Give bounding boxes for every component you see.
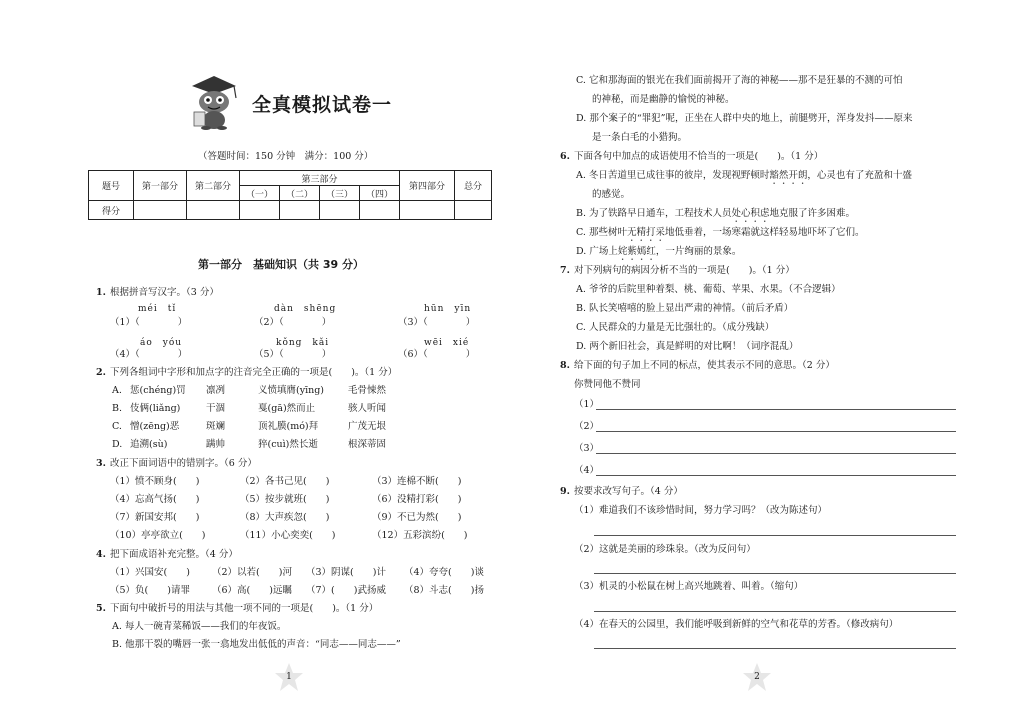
col-part1: 第一部分 <box>134 171 187 201</box>
option-word: 惩(chéng)罚 <box>130 385 186 396</box>
option-label: C. <box>112 421 122 432</box>
idiom-item[interactable]: （2）以若( )河 <box>212 567 292 578</box>
question-number: 3. <box>96 458 106 469</box>
pinyin: hūn yīn <box>424 304 472 314</box>
answer-line[interactable] <box>594 611 956 612</box>
option-word: 凛冽 <box>206 385 226 396</box>
question-text: 下面各句中加点的成语使用不恰当的一项是( )。（1 分） <box>574 151 824 162</box>
correction-item[interactable]: （7）新国安邦( ) <box>110 512 200 523</box>
idiom-item[interactable]: （3）阴谋( )计 <box>306 567 386 578</box>
score-cell[interactable] <box>134 201 187 220</box>
subcol-3: （三） <box>320 186 360 201</box>
correction-item[interactable]: （4）忘高气扬( ) <box>110 494 200 505</box>
option-a: A. 爷爷的后院里种着梨、桃、葡萄、苹果、水果。（不合逻辑） <box>576 284 841 295</box>
option-word: 顶礼膜(mó)拜 <box>258 421 319 432</box>
exam-title: 全真模拟试卷一 <box>252 94 393 116</box>
pinyin: kǒng kǎi <box>276 338 330 348</box>
question-number: 4. <box>96 549 106 560</box>
option-d-line2: 是一条白毛的小猎狗。 <box>592 132 688 143</box>
option-word: 追溯(sù) <box>130 439 168 450</box>
page-number: 1 <box>286 672 292 682</box>
answer-label: （4） <box>574 465 600 476</box>
idiom-item[interactable]: （4）夸夸( )谈 <box>404 567 484 578</box>
option-c-line1: C. 它和那海面的银光在我们面前揭开了海的神秘——那不是狂暴的不测的可怕 <box>576 75 903 86</box>
question-number: 9. <box>560 486 570 497</box>
score-cell[interactable] <box>240 201 280 220</box>
option-a-line2: 的感觉。 <box>592 189 631 200</box>
answer-line[interactable] <box>596 475 956 476</box>
option-label: B. <box>112 403 123 414</box>
answer-line[interactable] <box>594 573 956 574</box>
question-text: 下面句中破折号的用法与其他一项不同的一项是( )。（1 分） <box>110 603 379 614</box>
graduate-mascot-icon <box>188 72 240 130</box>
pinyin: dàn shēng <box>274 304 337 314</box>
answer-blank[interactable]: （6）（ ） <box>398 349 476 360</box>
rewrite-item: （2）这就是美丽的珍珠泉。（改为反问句） <box>574 544 756 555</box>
correction-item[interactable]: （12）五彩滨纷( ) <box>372 530 468 541</box>
option-d: D. 两个新旧社会，真是鲜明的对比啊！（词序混乱） <box>576 341 799 352</box>
pinyin: wēi xié <box>424 338 470 348</box>
option-word: 广茂无垠 <box>348 421 387 432</box>
answer-line[interactable] <box>594 648 956 649</box>
exam-subtitle: （答题时间：150 分钟 满分：100 分） <box>198 151 374 162</box>
col-part2: 第二部分 <box>187 171 240 201</box>
question-number: 2. <box>96 367 106 378</box>
page-right <box>512 0 1024 725</box>
answer-blank[interactable]: （2）（ ） <box>254 317 332 328</box>
score-cell[interactable] <box>187 201 240 220</box>
subcol-1: （一） <box>240 186 280 201</box>
rewrite-item: （1）难道我们不该珍惜时间，努力学习吗？（改为陈述句） <box>574 505 828 516</box>
col-part3: 第三部分 <box>240 171 400 186</box>
option-word: 憎(zēng)恶 <box>130 421 180 432</box>
question-text: 把下面成语补充完整。（4 分） <box>110 549 238 560</box>
correction-item[interactable]: （9）不已为然( ) <box>372 512 462 523</box>
correction-item[interactable]: （3）连棉不断( ) <box>372 476 462 487</box>
idiom-item[interactable]: （5）负( )请罪 <box>110 585 190 596</box>
idiom-item[interactable]: （6）高( )远瞩 <box>212 585 292 596</box>
option-c: C. 人民群众的力量是无比强壮的。（成分残缺） <box>576 322 775 333</box>
answer-blank[interactable]: （4）（ ） <box>110 349 188 360</box>
rewrite-item: （4）在春天的公园里，我们能呼吸到新鲜的空气和花草的芳香。（修改病句） <box>574 619 899 630</box>
correction-item[interactable]: （5）按步就班( ) <box>240 494 330 505</box>
option-word: 骇人听闻 <box>348 403 387 414</box>
question-text: 对下列病句的病因分析不当的一项是( )。（1 分） <box>574 265 795 276</box>
subcol-2: （二） <box>280 186 320 201</box>
page-number: 2 <box>754 672 760 682</box>
option-c: C. 那些树叶无精打采地低垂着，一场寒霜就这样轻易地吓坏了它们。 <box>576 227 865 238</box>
question-number: 1. <box>96 287 106 298</box>
answer-label: （2） <box>574 421 600 432</box>
question-text: 给下面的句子加上不同的标点，使其表示不同的意思。（2 分） <box>574 360 835 371</box>
answer-label: （3） <box>574 443 600 454</box>
option-b: B. 他那干裂的嘴唇一张一翕地发出低低的声音：“同志——同志——” <box>112 639 401 650</box>
option-word: 义愤填膺(yīng) <box>258 385 325 396</box>
correction-item[interactable]: （10）亭亭欲立( ) <box>110 530 206 541</box>
question-text: 改正下面词语中的错别字。（6 分） <box>110 458 257 469</box>
option-word: 斑斓 <box>206 421 226 432</box>
option-word: 毛骨悚然 <box>348 385 387 396</box>
question-number: 8. <box>560 360 570 371</box>
score-cell[interactable] <box>320 201 360 220</box>
question-text: 按要求改写句子。（4 分） <box>574 486 683 497</box>
score-cell[interactable] <box>455 201 492 220</box>
correction-item[interactable]: （11）小心奕奕( ) <box>240 530 336 541</box>
answer-blank[interactable]: （5）（ ） <box>254 349 332 360</box>
pinyin: méi tǐ <box>138 304 177 314</box>
question-number: 7. <box>560 265 570 276</box>
option-c-line2: 的神秘，而是幽静的愉悦的神秘。 <box>592 94 735 105</box>
correction-item[interactable]: （8）大声疾忽( ) <box>240 512 330 523</box>
option-word: 蹒帅 <box>206 439 226 450</box>
option-b: B. 为了铁路早日通车，工程技术人员处心积虑地克服了许多困难。 <box>576 208 856 219</box>
option-word: 伎俩(liǎng) <box>130 403 181 414</box>
answer-line[interactable] <box>596 453 956 454</box>
option-word: 戛(gā)然而止 <box>258 403 316 414</box>
answer-blank[interactable]: （1）（ ） <box>110 317 188 328</box>
answer-line[interactable] <box>596 409 956 410</box>
option-word: 猝(cuì)然长逝 <box>258 439 318 450</box>
score-cell[interactable] <box>360 201 400 220</box>
idiom-item[interactable]: （1）兴国安( ) <box>110 567 190 578</box>
question-text: 下列各组词中字形和加点字的注音完全正确的一项是( )。（1 分） <box>110 367 398 378</box>
option-a: A. 每人一碗青菜稀饭——我们的年夜饭。 <box>112 621 287 632</box>
score-table <box>88 170 492 220</box>
option-word: 干涸 <box>206 403 226 414</box>
score-cell[interactable] <box>280 201 320 220</box>
idiom-item[interactable]: （8）斗志( )扬 <box>404 585 484 596</box>
section-title: 第一部分 基础知识（共 39 分） <box>198 258 364 271</box>
correction-item[interactable]: （1）愤不顾身( ) <box>110 476 200 487</box>
option-word: 根深蒂固 <box>348 439 387 450</box>
rewrite-item: （3）机灵的小松鼠在树上高兴地跳着、叫着。（缩句） <box>574 581 804 592</box>
header-label: 题号 <box>89 171 134 201</box>
sentence: 你赞同他不赞同 <box>574 379 641 390</box>
question-number: 5. <box>96 603 106 614</box>
answer-label: （1） <box>574 399 600 410</box>
question-number: 6. <box>560 151 570 162</box>
pinyin: áo yóu <box>140 338 183 348</box>
correction-item[interactable]: （2）各书己见( ) <box>240 476 330 487</box>
col-total: 总分 <box>455 171 492 201</box>
col-part4: 第四部分 <box>400 171 455 201</box>
option-label: A. <box>112 385 122 396</box>
answer-line[interactable] <box>596 431 956 432</box>
option-a-line1: A. 冬日苦道里已成往事的彼岸，发现视野顿时豁然开朗，心灵也有了充盈和十盛 <box>576 170 912 181</box>
question-text: 根据拼音写汉字。（3 分） <box>110 287 219 298</box>
option-d-line1: D. 那个案子的“罪犯”呢，正坐在人群中央的地上，前腿劈开，浑身发抖——原来 <box>576 113 913 124</box>
correction-item[interactable]: （6）没精打彩( ) <box>372 494 462 505</box>
option-label: D. <box>112 439 123 450</box>
idiom-item[interactable]: （7）( )武扬威 <box>306 585 386 596</box>
option-d: D. 广场上姹紫嫣红，一片绚丽的景象。 <box>576 246 742 257</box>
answer-blank[interactable]: （3）（ ） <box>398 317 476 328</box>
row-label: 得分 <box>89 201 134 220</box>
score-cell[interactable] <box>400 201 455 220</box>
option-b: B. 队长笑嘻嘻的脸上显出严肃的神情。（前后矛盾） <box>576 303 794 314</box>
subcol-4: （四） <box>360 186 400 201</box>
answer-line[interactable] <box>594 535 956 536</box>
